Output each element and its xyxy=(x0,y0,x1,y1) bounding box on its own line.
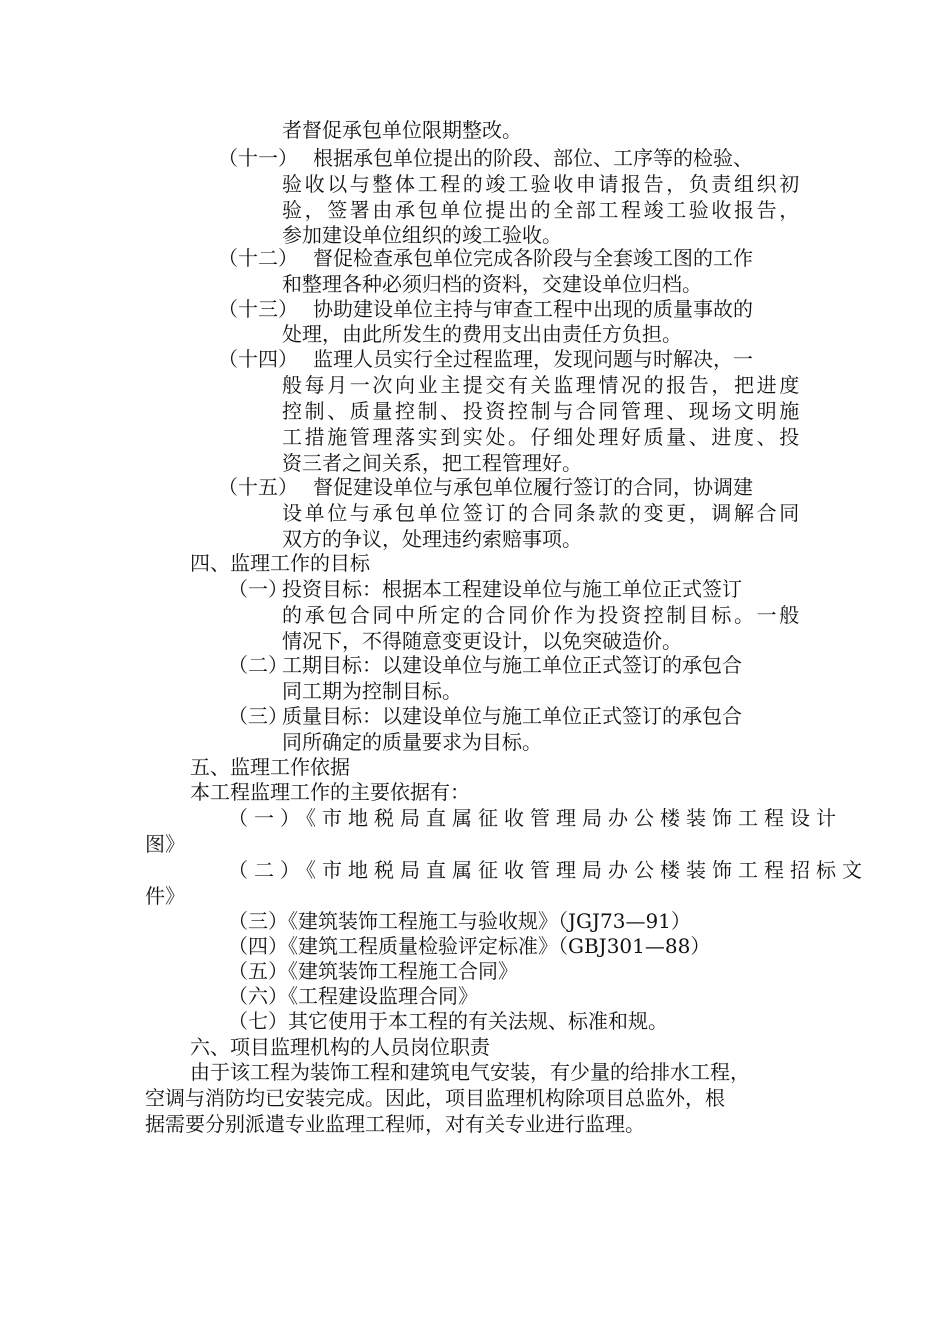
text-line: 由于该工程为装饰工程和建筑电气安装，有少量的给排水工程， xyxy=(190,1060,750,1084)
item-marker: （三） xyxy=(228,704,288,728)
text-line: 图》 xyxy=(145,832,185,856)
list-item-3 xyxy=(228,703,742,729)
section-heading-6: 六、项目监理机构的人员岗位职责 xyxy=(190,1035,490,1059)
text-line: 者督促承包单位限期整改。 xyxy=(282,118,522,142)
item-text: 质量目标：以建设单位与施工单位正式签订的承包合 xyxy=(282,704,742,728)
list-item-14 xyxy=(218,346,753,372)
text-line: 的承包合同中所定的合同价作为投资控制目标。一般 xyxy=(282,603,802,627)
text-line: 验，签署由承包单位提出的全部工程竣工验收报告， xyxy=(282,198,802,222)
item-text: 督促建设单位与承包单位履行签订的合同，协调建 xyxy=(313,475,753,499)
text-line: 本工程监理工作的主要依据有： xyxy=(190,780,470,804)
reference-item-1: （一）《市地税局直属征收管理局办公楼装饰工程设计 xyxy=(228,806,842,830)
section-heading-5: 五、监理工作依据 xyxy=(190,755,350,779)
item-marker: （十四） xyxy=(218,347,298,371)
text-line: 控制、质量控制、投资控制与合同管理、现场文明施 xyxy=(282,399,802,423)
item-marker: （二） xyxy=(228,653,288,677)
text-line: 据需要分别派遣专业监理工程师，对有关专业进行监理。 xyxy=(145,1112,645,1136)
text-line: 空调与消防均已安装完成。因此，项目监理机构除项目总监外，根 xyxy=(145,1086,725,1110)
item-text: 投资目标：根据本工程建设单位与施工单位正式签订 xyxy=(282,577,742,601)
item-marker: （十一） xyxy=(218,146,298,170)
item-text: 监理人员实行全过程监理，发现问题与时解决，一 xyxy=(313,347,753,371)
item-text: 工期目标：以建设单位与施工单位正式签订的承包合 xyxy=(282,653,742,677)
reference-item-6: （六）《工程建设监理合同》 xyxy=(228,984,478,1008)
reference-item-5: （五）《建筑装饰工程施工合同》 xyxy=(228,959,518,983)
text-line: 双方的争议，处理违约索赔事项。 xyxy=(282,527,582,551)
list-item-11 xyxy=(218,145,753,171)
reference-item-4: （四）《建筑工程质量检验评定标准》（GBJ301—88） xyxy=(228,934,711,958)
item-text: 督促检查承包单位完成各阶段与全套竣工图的工作 xyxy=(313,246,753,270)
item-text: 协助建设单位主持与审查工程中出现的质量事故的 xyxy=(313,297,753,321)
item-marker: （十五） xyxy=(218,475,298,499)
item-text: 根据承包单位提出的阶段、部位、工序等的检验、 xyxy=(313,146,753,170)
text-line: 同工期为控制目标。 xyxy=(282,679,462,703)
text-line: 验收以与整体工程的竣工验收申请报告，负责组织初 xyxy=(282,172,802,196)
reference-item-7: （七）其它使用于本工程的有关法规、标准和规。 xyxy=(228,1009,668,1033)
text-line: 参加建设单位组织的竣工验收。 xyxy=(282,223,562,247)
text-line: 般每月一次向业主提交有关监理情况的报告，把进度 xyxy=(282,373,802,397)
text-line: 工措施管理落实到实处。仔细处理好质量、进度、投 xyxy=(282,425,802,449)
text-line: 同所确定的质量要求为目标。 xyxy=(282,730,542,754)
list-item-2 xyxy=(228,652,742,678)
list-item-12 xyxy=(218,245,753,271)
text-line: 资三者之间关系，把工程管理好。 xyxy=(282,451,582,475)
text-line: 设单位与承包单位签订的合同条款的变更，调解合同 xyxy=(282,501,802,525)
reference-item-2: （二）《市地税局直属征收管理局办公楼装饰工程招标文 xyxy=(228,858,868,882)
list-item-13 xyxy=(218,296,753,322)
text-line: 处理，由此所发生的费用支出由责任方负担。 xyxy=(282,322,682,346)
item-marker: （十三） xyxy=(218,297,298,321)
list-item-1 xyxy=(228,576,742,602)
text-line: 件》 xyxy=(145,884,185,908)
text-line: 和整理各种必须归档的资料，交建设单位归档。 xyxy=(282,272,702,296)
item-marker: （十二） xyxy=(218,246,298,270)
section-heading-4: 四、监理工作的目标 xyxy=(190,551,370,575)
list-item-15 xyxy=(218,474,753,500)
reference-item-3: （三）《建筑装饰工程施工与验收规》（JGJ73—91） xyxy=(228,909,691,933)
text-line: 情况下，不得随意变更设计，以免突破造价。 xyxy=(282,629,682,653)
item-marker: （一） xyxy=(228,577,288,601)
